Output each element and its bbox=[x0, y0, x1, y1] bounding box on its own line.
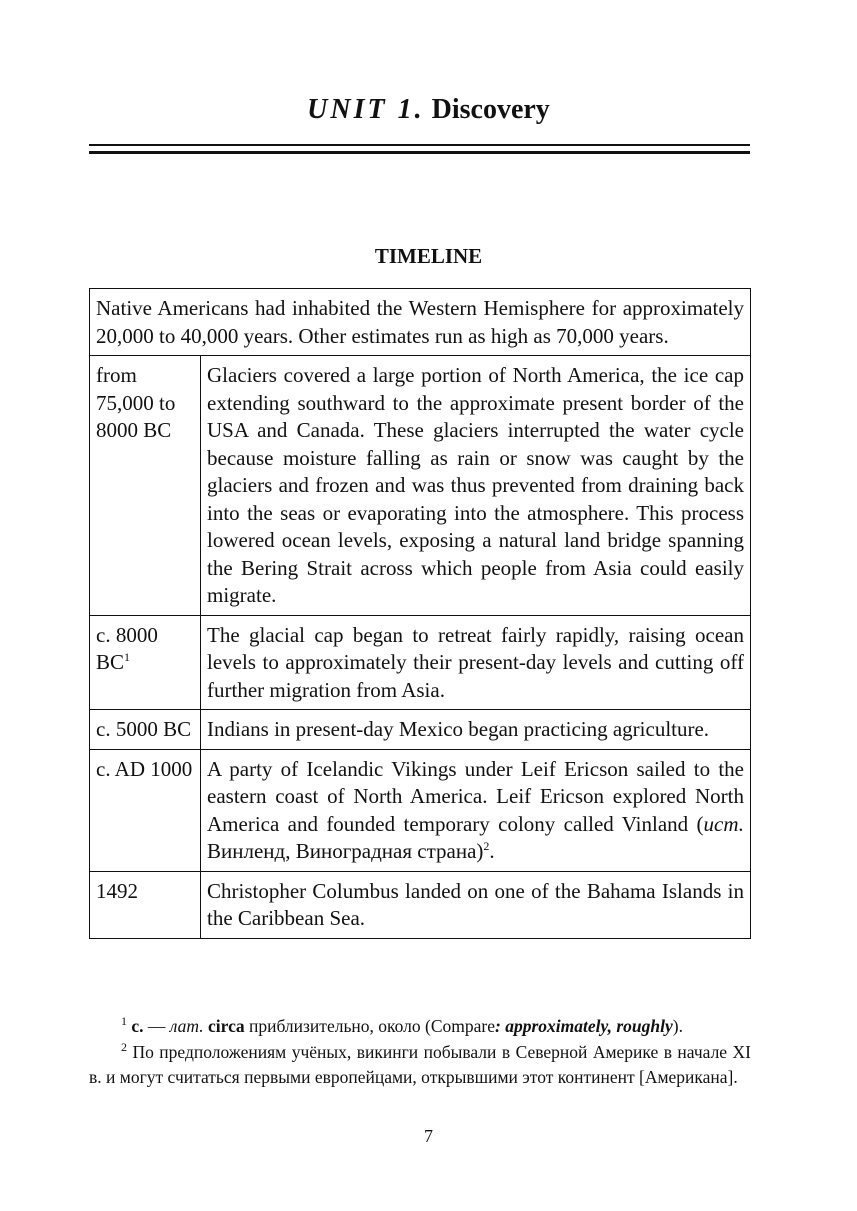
footnote-lang: лат. bbox=[169, 1016, 204, 1036]
timeline-intro-row bbox=[90, 289, 751, 356]
timeline-event-text: A party of Icelandic Vikings under Leif Ericson sailed to the eastern coast of North America. Leif Ericson explored North America and founded temporary colony called Vinland ( bbox=[207, 756, 744, 836]
table-row bbox=[90, 615, 751, 710]
table-row bbox=[90, 749, 751, 871]
footnote-text: По предположениям учёных, викинги побывали в Северной Америке в начале XI в. и могут считаться первыми европейцами, открывшими этот континент [Американа]. bbox=[89, 1041, 751, 1087]
footnote-dash: — bbox=[143, 1016, 170, 1036]
header-rule-top bbox=[89, 144, 750, 146]
timeline-date: c. AD 1000 bbox=[90, 749, 201, 871]
unit-title bbox=[0, 92, 857, 128]
timeline-date: c. 5000 BC bbox=[90, 710, 201, 750]
abbreviation: ист. bbox=[703, 811, 744, 836]
timeline-event: Indians in present-day Mexico began practicing agriculture. bbox=[201, 710, 751, 750]
gloss-text: Винленд, Виноградная страна) bbox=[207, 839, 484, 863]
footnote-mark: 2 bbox=[121, 1039, 127, 1054]
footnote-mark: 2 bbox=[483, 839, 490, 853]
footnote-1 bbox=[89, 1014, 751, 1040]
footnote-mark: 1 bbox=[121, 1014, 127, 1029]
footnote-term: c. bbox=[131, 1016, 144, 1036]
timeline-event: The glacial cap began to retreat fairly rapidly, raising ocean levels to approximately their present-day levels and cutting off further migration from Asia. bbox=[201, 615, 751, 710]
footnote-meaning: приблизительно, около (Compare bbox=[244, 1016, 496, 1036]
footnotes bbox=[89, 1014, 751, 1091]
timeline-date bbox=[90, 615, 201, 710]
table-row bbox=[90, 871, 751, 938]
timeline-event bbox=[201, 749, 751, 871]
footnote-close: ). bbox=[672, 1016, 683, 1036]
timeline-event: Christopher Columbus landed on one of the Bahama Islands in the Caribbean Sea. bbox=[201, 871, 751, 938]
table-row bbox=[90, 356, 751, 616]
timeline-heading: TIMELINE bbox=[374, 244, 483, 268]
timeline-event: Glaciers covered a large portion of North America, the ice cap extending southward to the approximate present border of the USA and Canada. These glaciers interrupted the water cycle because moisture falling as rain or snow was caught by the glaciers and frozen and was thus prevented from draining back into the seas or evaporating into the atmosphere. This process lowered ocean levels, exposing a natural land bridge spanning the Bering Strait across which people from Asia could easily migrate. bbox=[201, 356, 751, 616]
timeline-table bbox=[89, 288, 751, 939]
timeline-date: 1492 bbox=[90, 871, 201, 938]
footnote-mark: 1 bbox=[124, 650, 131, 664]
table-row bbox=[90, 710, 751, 750]
timeline-date: from 75,000 to 8000 BC bbox=[90, 356, 201, 616]
timeline-intro: Native Americans had inhabited the Western Hemisphere for approximately 20,000 to 40,000 years. Other estimates run as high as 70,000 years. bbox=[90, 289, 751, 356]
unit-name: Discovery bbox=[431, 94, 550, 125]
footnote-word: circa bbox=[207, 1016, 245, 1036]
unit-label: UNIT 1. bbox=[307, 94, 425, 125]
page-number: 7 bbox=[424, 1126, 433, 1146]
timeline-date-text: c. 8000 BC bbox=[96, 622, 158, 674]
sentence-end: . bbox=[489, 839, 495, 863]
footnote-compare: : approximately, roughly bbox=[495, 1016, 673, 1036]
footnote-2 bbox=[89, 1040, 751, 1091]
header-rule-bottom bbox=[89, 151, 750, 154]
